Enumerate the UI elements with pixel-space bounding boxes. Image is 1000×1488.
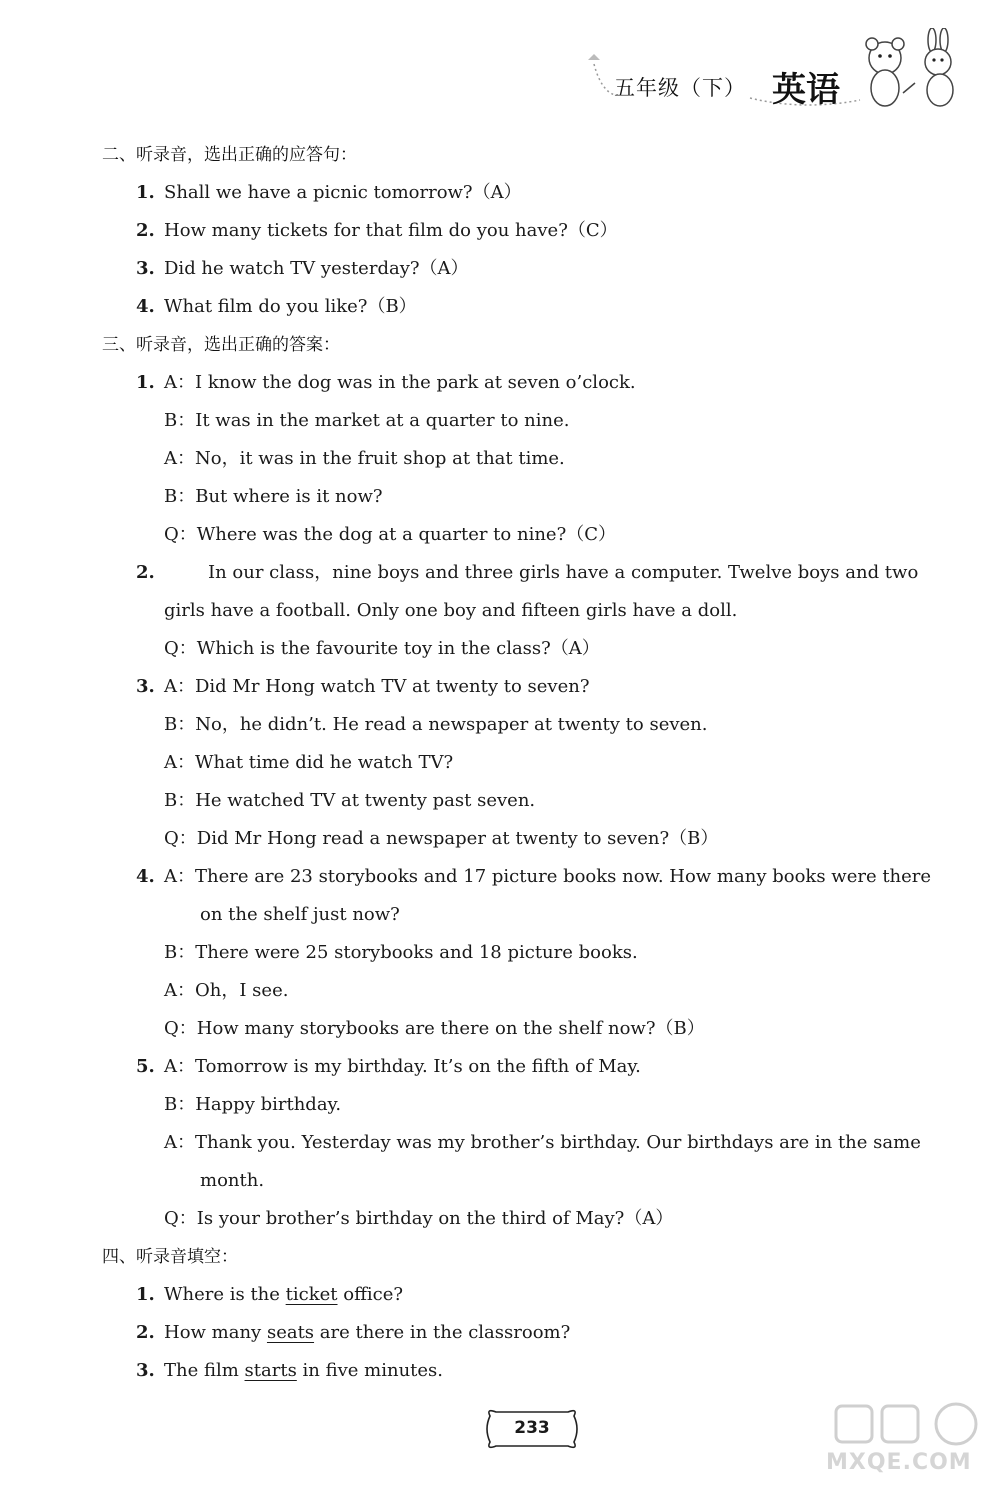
- fill-blank-item: 1. Where is the ticket office?: [136, 1284, 404, 1305]
- dialogue-line: A：What time did he watch TV?: [164, 752, 454, 773]
- question-line: Q：Did Mr Hong read a newspaper at twenty to seven?（B）: [164, 828, 719, 849]
- blank-answer: ticket: [285, 1284, 338, 1305]
- watermark: [826, 1400, 996, 1480]
- blank-answer: starts: [244, 1360, 297, 1381]
- dialogue-line: B：Happy birthday.: [164, 1094, 342, 1115]
- question-line: Q：How many storybooks are there on the shelf now?（B）: [164, 1018, 705, 1039]
- grade-label: 五年级（下）: [614, 76, 746, 100]
- dialogue-line: A：Oh，I see.: [164, 980, 289, 1001]
- section-title-3: 三、听录音，选出正确的答案：: [102, 335, 340, 355]
- dialogue-line: B：No，he didn’t. He read a newspaper at twenty to seven.: [164, 714, 708, 735]
- dialogue-line: B：But where is it now?: [164, 486, 383, 507]
- question-line: Q：Where was the dog at a quarter to nine?（C）: [164, 524, 616, 545]
- dialogue-line: A：No，it was in the fruit shop at that time.: [164, 448, 565, 469]
- dialogue-line: B：It was in the market at a quarter to nine.: [164, 410, 570, 431]
- paragraph-line: 2. In our class，nine boys and three girls have a computer. Twelve boys and two: [136, 562, 919, 583]
- list-item: 4. What film do you like?（B）: [136, 296, 417, 317]
- dialogue-line: B：He watched TV at twenty past seven.: [164, 790, 536, 811]
- dialogue-line: on the shelf just now?: [200, 904, 400, 925]
- list-item: 2. How many tickets for that film do you have?（C）: [136, 220, 618, 241]
- dialogue-line: A：Thank you. Yesterday was my brother’s birthday. Our birthdays are in the same: [164, 1132, 921, 1153]
- fill-blank-item: 2. How many seats are there in the classroom?: [136, 1322, 571, 1343]
- section-title-4: 四、听录音填空：: [102, 1247, 238, 1267]
- bear-icon: [866, 38, 904, 106]
- blank-answer: seats: [266, 1322, 315, 1343]
- page-number-badge: [482, 1406, 582, 1452]
- page-number: 233: [514, 1418, 550, 1438]
- dialogue-line: B：There were 25 storybooks and 18 picture books.: [164, 942, 638, 963]
- section-title-2: 二、听录音，选出正确的应答句：: [102, 145, 357, 165]
- dialogue-line: 5. A：Tomorrow is my birthday. It’s on the fifth of May.: [136, 1056, 641, 1077]
- question-line: Q：Is your brother’s birthday on the third of May?（A）: [164, 1208, 674, 1229]
- watermark-domain: MXQE.COM: [826, 1450, 972, 1475]
- dialogue-line: 1. A：I know the dog was in the park at seven o’clock.: [136, 372, 636, 393]
- rabbit-icon: [903, 28, 953, 106]
- fill-blank-item: 3. The film starts in five minutes.: [136, 1360, 444, 1381]
- list-item: 3. Did he watch TV yesterday?（A）: [136, 258, 469, 279]
- subject-title: 英语: [772, 70, 840, 110]
- dialogue-line: month.: [200, 1170, 265, 1191]
- dialogue-line: 4. A：There are 23 storybooks and 17 picture books now. How many books were there: [136, 866, 932, 887]
- list-item: 1. Shall we have a picnic tomorrow?（A）: [136, 182, 522, 203]
- paragraph-line: girls have a football. Only one boy and fifteen girls have a doll.: [164, 600, 738, 621]
- answer-content: [102, 136, 962, 1390]
- watermark-logo-icon: [826, 1400, 996, 1450]
- dialogue-line: 3. A：Did Mr Hong watch TV at twenty to seven?: [136, 676, 590, 697]
- question-line: Q：Which is the favourite toy in the class?（A）: [164, 638, 600, 659]
- page-header: [560, 28, 980, 118]
